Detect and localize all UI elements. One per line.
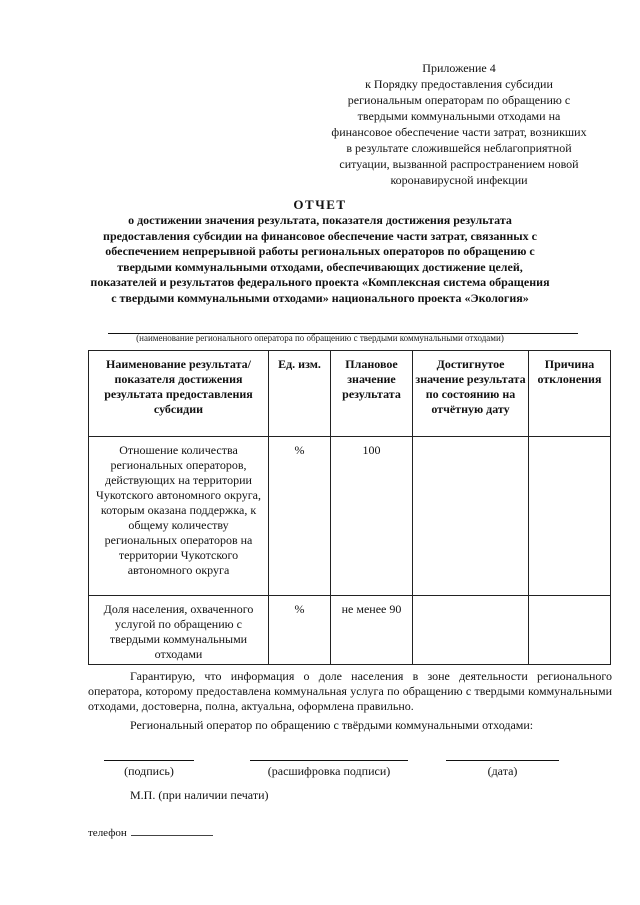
report-subtitle-line: показателей и результатов федерального проекта «Комплексная система обращения — [90, 275, 550, 289]
appendix-line: твердыми коммунальными отходами на — [357, 109, 561, 123]
phone-line[interactable] — [131, 826, 213, 836]
appendix-line: ситуации, вызванной распространением новой — [339, 157, 579, 171]
cell-achieved[interactable] — [413, 596, 529, 665]
cell-result-name: Отношение количества региональных операторов, действующих на территории Чукотского автономного округа, которым оказана поддержка, к общему количеству региональных операторов на территории Чукотского автономного округа — [89, 437, 269, 596]
appendix-line: в результате сложившейся неблагоприятной — [346, 141, 572, 155]
date-label: (дата) — [487, 764, 518, 778]
appendix-line: коронавирусной инфекции — [390, 173, 528, 187]
operator-label: Региональный оператор по обращению с твёрдыми коммунальными отходами: — [130, 718, 534, 732]
cell-plan: 100 — [331, 437, 413, 596]
report-subtitle — [40, 213, 600, 306]
report-subtitle-line: твердыми коммунальными отходами, обеспечивающих достижение целей, — [117, 259, 523, 274]
table-row — [89, 437, 611, 596]
header-result-name: Наименование результата/ показателя достижения результата предоставления субсидии — [89, 351, 269, 437]
decryption-label: (расшифровка подписи) — [267, 764, 391, 778]
signature-line[interactable] — [104, 760, 194, 761]
report-subtitle-line: предоставления субсидии на финансовое обеспечение части затрат, связанных с — [103, 228, 537, 243]
cell-unit: % — [269, 596, 331, 665]
appendix-line: к Порядку предоставления субсидии — [365, 77, 553, 91]
appendix-line: Приложение 4 — [422, 61, 496, 75]
results-table — [88, 350, 611, 665]
cell-plan: не менее 90 — [331, 596, 413, 665]
cell-unit: % — [269, 437, 331, 596]
report-subtitle-line: обеспечением непрерывной работы региональных операторов по обращению с — [105, 244, 535, 258]
signature-label: (подпись) — [124, 764, 174, 778]
phone-label: телефон — [88, 827, 127, 839]
cell-reason[interactable] — [529, 596, 611, 665]
cell-reason[interactable] — [529, 437, 611, 596]
date-line[interactable] — [446, 760, 559, 761]
report-title: ОТЧЕТ — [293, 197, 347, 212]
table-header-row — [89, 351, 611, 437]
appendix-line: финансовое обеспечение части затрат, возникших — [331, 125, 587, 139]
decryption-line[interactable] — [250, 760, 408, 761]
guarantee-paragraph: Гарантирую, что информация о доле населения в зоне деятельности регионального оператора, которому предоставлена коммунальная услуга по обращению с твердыми коммунальными отходами, достоверна, полна, актуальна, оформлена правильно. — [88, 669, 612, 713]
header-plan: Плановое значение результата — [331, 351, 413, 437]
header-achieved: Достигнутое значение результата по состоянию на отчётную дату — [413, 351, 529, 437]
report-subtitle-line: с твердыми коммунальными отходами» национального проекта «Экология» — [111, 290, 529, 305]
operator-name-caption: (наименование регионального оператора по обращению с твердыми коммунальными отходами) — [136, 333, 504, 343]
header-unit: Ед. изм. — [269, 351, 331, 437]
cell-result-name: Доля населения, охваченного услугой по обращению с твердыми коммунальными отходами — [89, 596, 269, 665]
table-row — [89, 596, 611, 665]
cell-achieved[interactable] — [413, 437, 529, 596]
seal-label: М.П. (при наличии печати) — [130, 788, 269, 802]
appendix-line: региональным операторам по обращению с — [347, 93, 571, 107]
header-reason: Причина отклонения — [529, 351, 611, 437]
report-subtitle-line: о достижении значения результата, показателя достижения результата — [128, 213, 512, 227]
appendix-header — [300, 60, 618, 188]
phone-row — [88, 826, 213, 839]
